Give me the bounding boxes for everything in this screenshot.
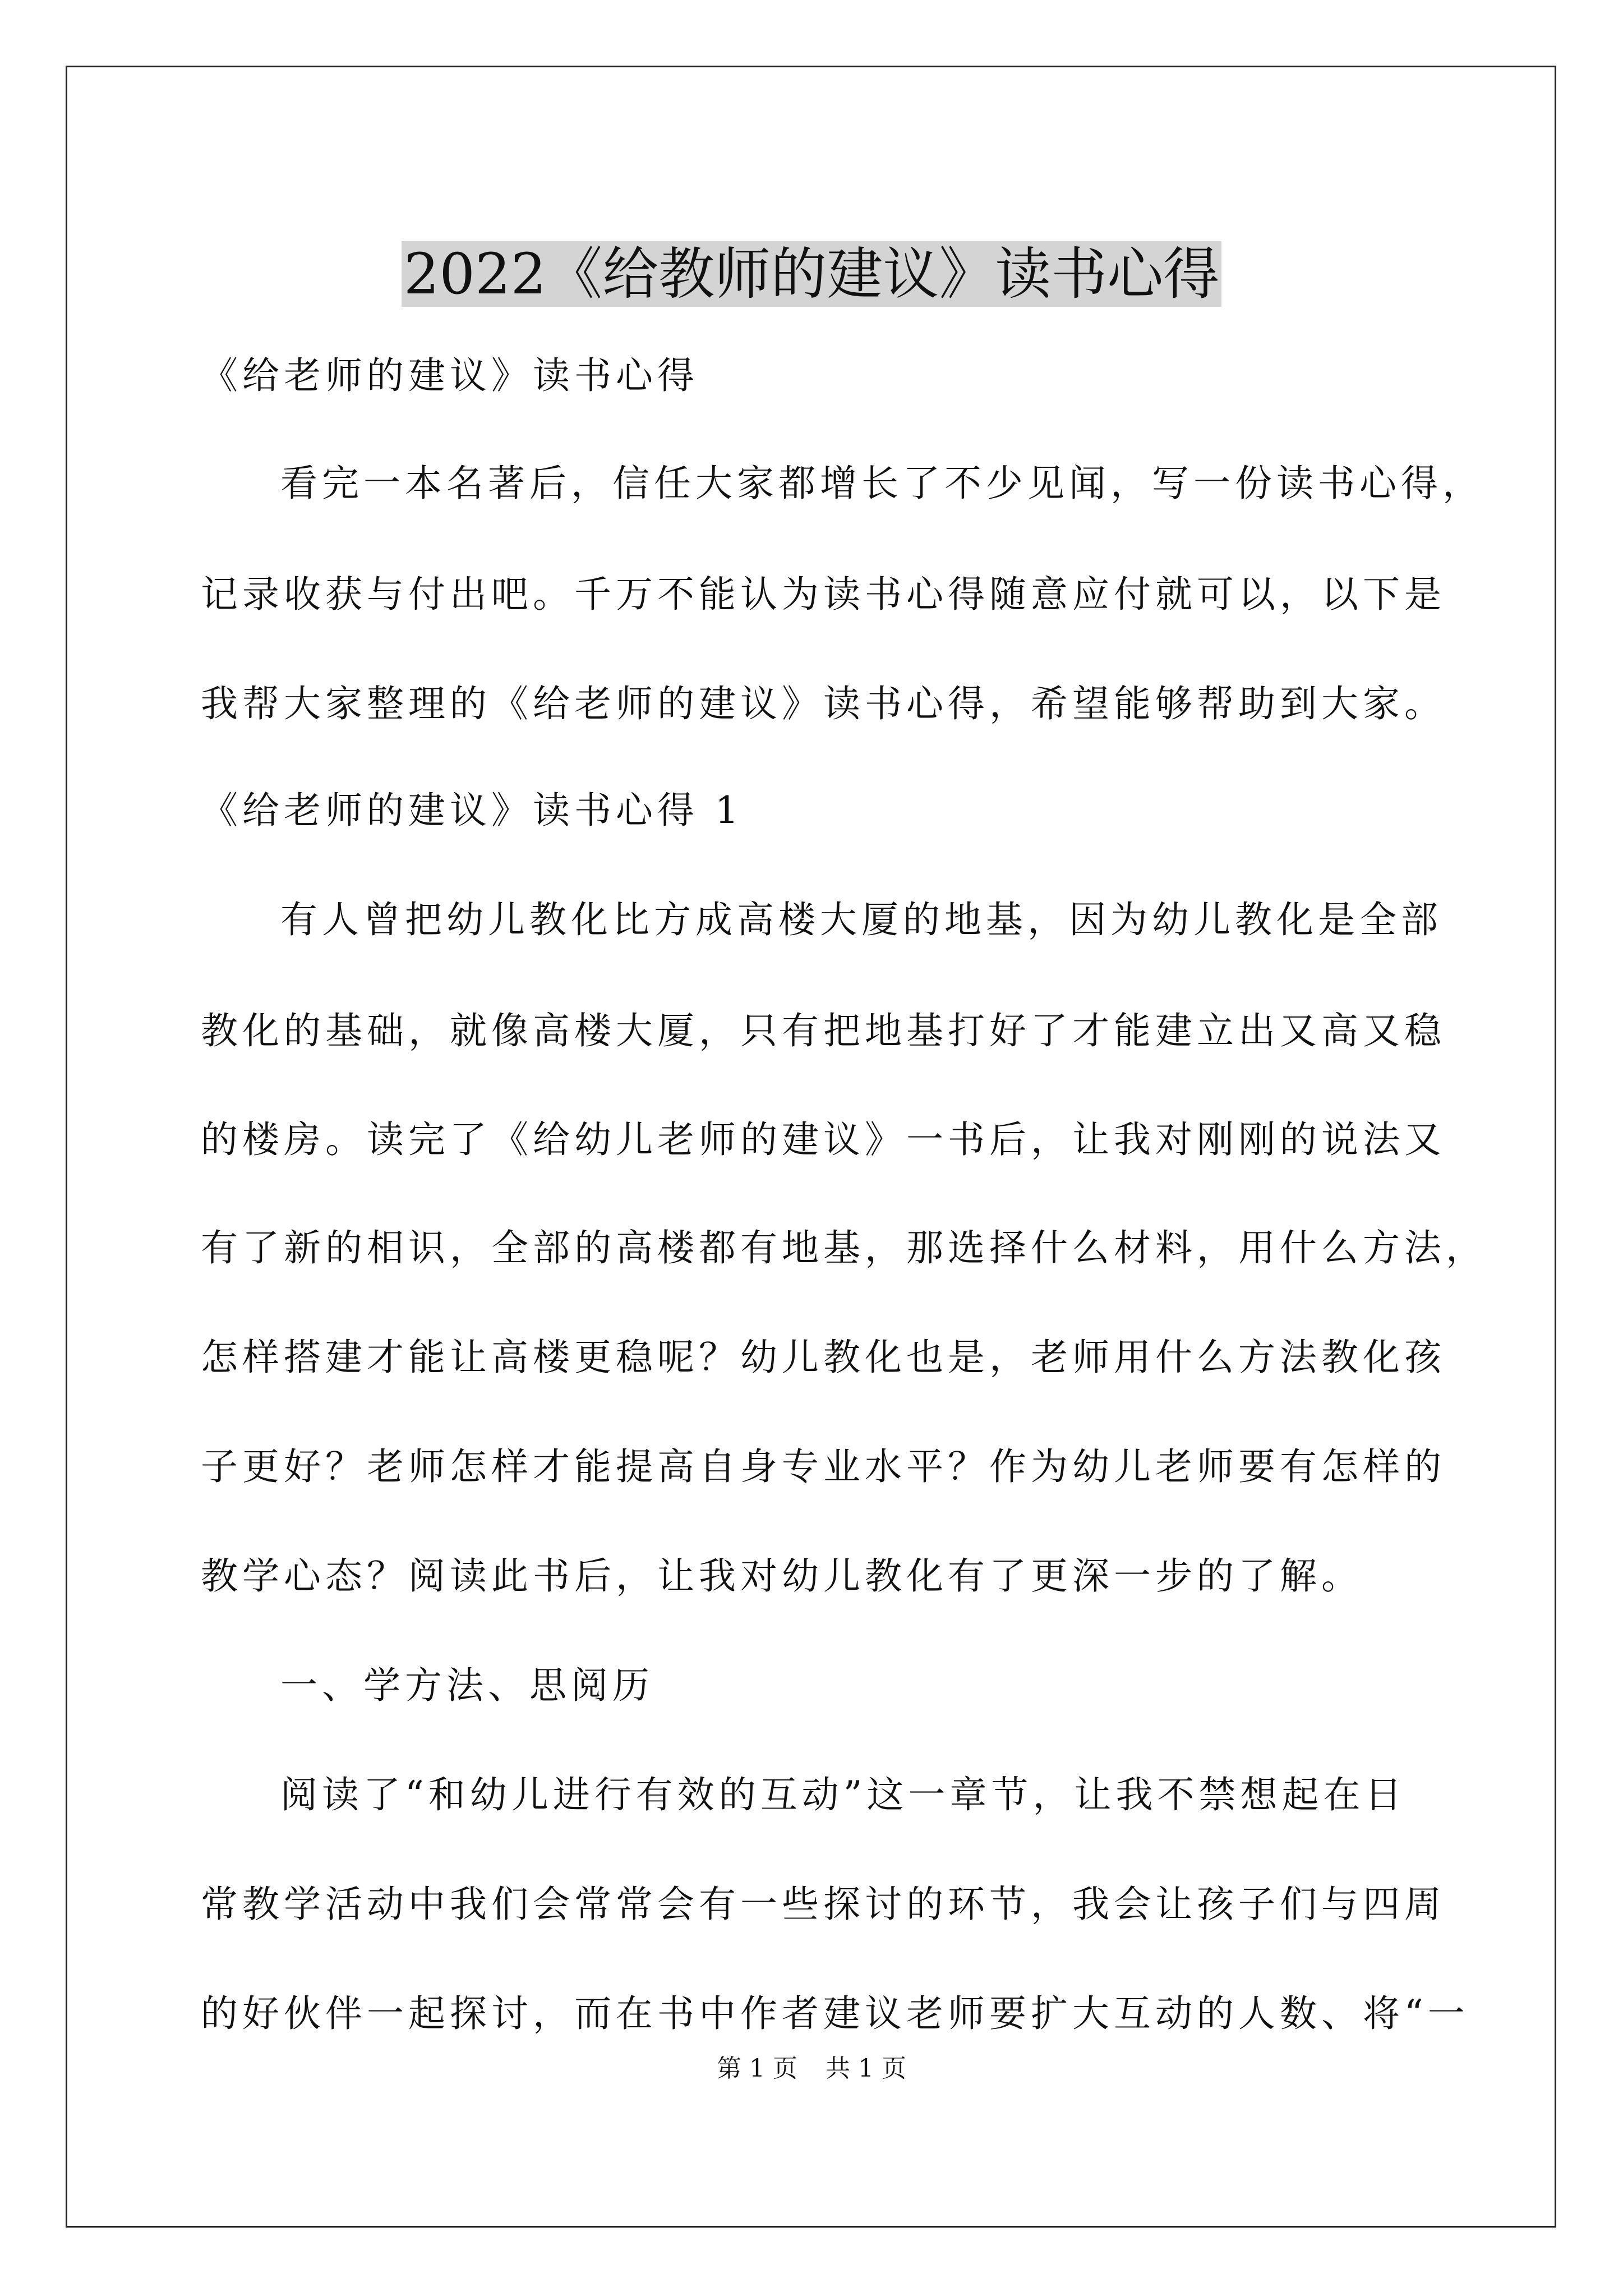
subsection-heading: 一、学方法、思阅历: [280, 1664, 654, 1707]
subtitle-line: 《给老师的建议》读书心得: [201, 354, 699, 397]
paragraph-line: 记录收获与付出吧。千万不能认为读书心得随意应付就可以，以下是: [201, 573, 1446, 616]
paragraph-line: 教学心态？阅读此书后，让我对幼儿教化有了更深一步的了解。: [201, 1554, 1363, 1598]
page-number-current: 第 1 页: [717, 2054, 797, 2083]
page-footer: [0, 2052, 1623, 2086]
paragraph-line: 的好伙伴一起探讨，而在书中作者建议老师要扩大互动的人数、将“一: [201, 1992, 1469, 2035]
document-title-text: 2022《给教师的建议》读书心得: [402, 241, 1222, 307]
paragraph-line: 我帮大家整理的《给老师的建议》读书心得，希望能够帮助到大家。: [201, 682, 1446, 725]
paragraph-line: 阅读了“和幼儿进行有效的互动”这一章节，让我不禁想起在日: [280, 1773, 1407, 1816]
paragraph-line: 教化的基础，就像高楼大厦，只有把地基打好了才能建立出又高又稳: [201, 1009, 1446, 1052]
paragraph-line: 有人曾把幼儿教化比方成高楼大厦的地基，因为幼儿教化是全部: [280, 898, 1442, 941]
paragraph-line: 怎样搭建才能让高楼更稳呢？幼儿教化也是，老师用什么方法教化孩: [201, 1336, 1446, 1379]
section-heading: 《给老师的建议》读书心得 1: [201, 789, 743, 832]
paragraph-line: 的楼房。读完了《给幼儿老师的建议》一书后，让我对刚刚的说法又: [201, 1118, 1446, 1161]
paragraph-line: 有了新的相识，全部的高楼都有地基，那选择什么材料，用什么方法，: [201, 1226, 1487, 1269]
paragraph-line: 常教学活动中我们会常常会有一些探讨的环节，我会让孩子们与四周: [201, 1883, 1446, 1926]
paragraph-line: 子更好？老师怎样才能提高自身专业水平？作为幼儿老师要有怎样的: [201, 1445, 1446, 1488]
paragraph-line: 看完一本名著后，信任大家都增长了不少见闻，写一份读书心得，: [280, 462, 1484, 505]
document-title: [0, 235, 1623, 314]
page-number-total: 共 1 页: [826, 2054, 906, 2083]
